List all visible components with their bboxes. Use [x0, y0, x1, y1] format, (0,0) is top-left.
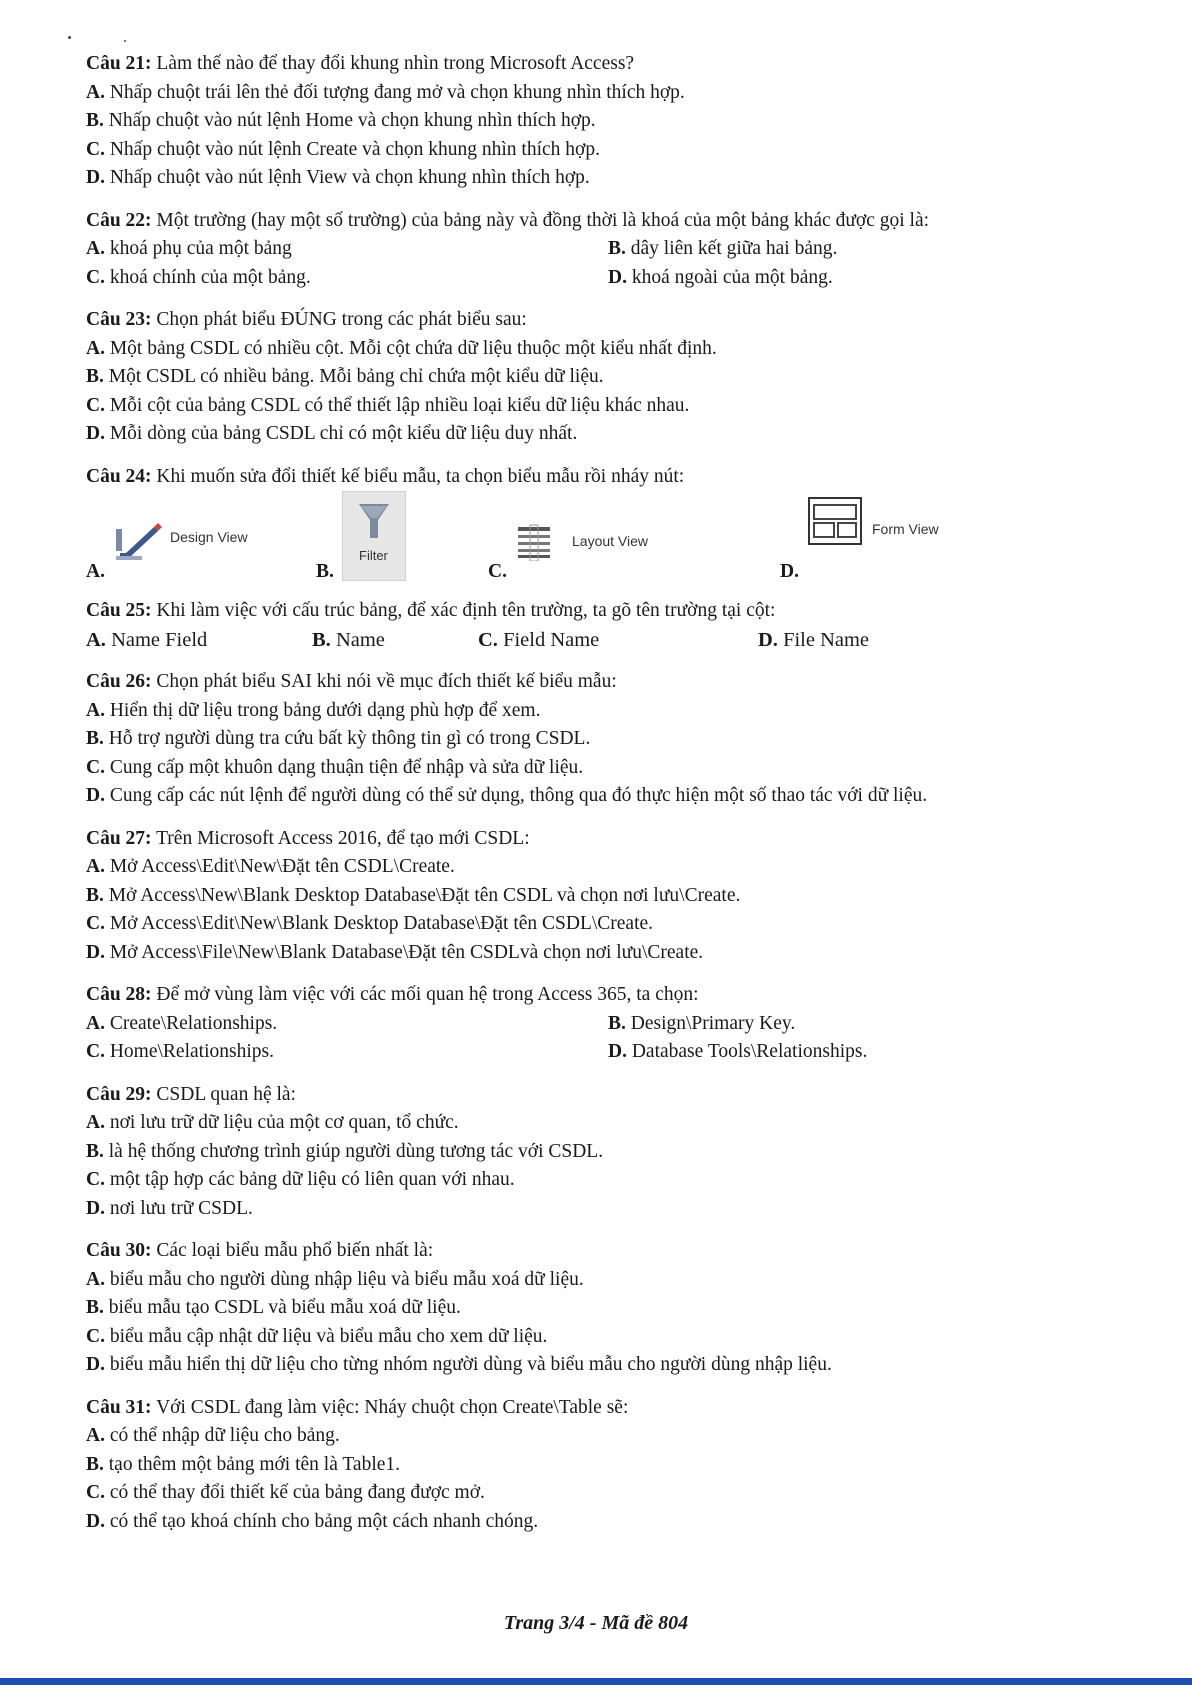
- option-d: D. Database Tools\Relationships.: [608, 1041, 868, 1062]
- option-a: A. Hiển thị dữ liệu trong bảng dưới dạng phù hợp để xem.: [86, 699, 541, 721]
- question-26: [86, 668, 1116, 811]
- option-b: B. Hỗ trợ người dùng tra cứu bất kỳ thông tin gì có trong CSDL.: [86, 728, 591, 749]
- question-label: Câu 29:: [86, 1083, 152, 1105]
- option-b: B. Một CSDL có nhiều bảng. Mỗi bảng chỉ chứa một kiểu dữ liệu.: [86, 366, 604, 387]
- question-text: Các loại biểu mẫu phổ biến nhất là:: [151, 1240, 434, 1261]
- option-a: A. Create\Relationships.: [86, 1012, 278, 1034]
- option-c: C. Mỗi cột của bảng CSDL có thể thiết lập nhiều loại kiểu dữ liệu khác nhau.: [86, 394, 690, 416]
- option-c: C. một tập hợp các bảng dữ liệu có liên quan với nhau.: [86, 1169, 515, 1190]
- filter-caption: Filter: [359, 548, 388, 563]
- option-c: C. Cung cấp một khuôn dạng thuận tiện để nhập và sửa dữ liệu.: [86, 756, 584, 778]
- option-d: D. Mỗi dòng của bảng CSDL chỉ có một kiểu dữ liệu duy nhất.: [86, 423, 578, 444]
- question-label: Câu 27:: [86, 827, 152, 849]
- question-28: [86, 981, 1116, 1067]
- question-text: Chọn phát biểu SAI khi nói về mục đích thiết kế biểu mẫu:: [151, 671, 617, 692]
- question-27: [86, 825, 1116, 968]
- question-text: Làm thế nào để thay đổi khung nhìn trong Microsoft Access?: [151, 53, 635, 74]
- question-text: Để mở vùng làm việc với các mối quan hệ trong Access 365, ta chọn:: [151, 984, 699, 1005]
- question-text: Khi làm việc với cấu trúc bảng, để xác định tên trường, ta gõ tên trường tại cột:: [151, 600, 776, 621]
- question-text: Chọn phát biểu ĐÚNG trong các phát biểu sau:: [151, 309, 527, 330]
- option-d: D. nơi lưu trữ CSDL.: [86, 1197, 253, 1219]
- option-a: A. khoá phụ của một bảng: [86, 238, 292, 259]
- question-text: CSDL quan hệ là:: [151, 1083, 296, 1105]
- form-view-icon: [808, 497, 864, 553]
- option-d: D. Mở Access\File\New\Blank Database\Đặt tên CSDLvà chọn nơi lưu\Create.: [86, 941, 704, 963]
- form-view-caption: Form View: [872, 521, 939, 537]
- option-a-key: A.: [86, 561, 105, 582]
- option-a: A. Mở Access\Edit\New\Đặt tên CSDL\Create.: [86, 856, 455, 877]
- option-b: B. dây liên kết giữa hai bảng.: [608, 238, 838, 259]
- option-c: C. Home\Relationships.: [86, 1041, 274, 1062]
- question-label: Câu 30:: [86, 1240, 152, 1261]
- option-b: B. Name: [312, 628, 385, 651]
- option-c: C. Mở Access\Edit\New\Blank Desktop Database\Đặt tên CSDL\Create.: [86, 913, 654, 934]
- option-a: A. nơi lưu trữ dữ liệu của một cơ quan, tổ chức.: [86, 1112, 459, 1133]
- exam-page: [86, 50, 1116, 1550]
- question-text: Trên Microsoft Access 2016, để tạo mới CSDL:: [151, 827, 530, 849]
- scan-speck: [124, 40, 126, 42]
- option-a: A. biểu mẫu cho người dùng nhập liệu và biểu mẫu xoá dữ liệu.: [86, 1268, 584, 1290]
- question-22: [86, 207, 1116, 293]
- option-b: B. tạo thêm một bảng mới tên là Table1.: [86, 1453, 401, 1475]
- question-text: Khi muốn sửa đổi thiết kế biểu mẫu, ta chọn biểu mẫu rồi nháy nút:: [151, 465, 685, 487]
- option-b: B. Mở Access\New\Blank Desktop Database\Đặt tên CSDL và chọn nơi lưu\Create.: [86, 884, 741, 906]
- design-view-icon: [114, 523, 162, 569]
- question-24: [86, 463, 1116, 584]
- filter-icon: [342, 491, 406, 581]
- question-text: Một trường (hay một số trường) của bảng này và đồng thời là khoá của một bảng khác được gọi là:: [151, 209, 930, 231]
- option-d-key: D.: [780, 561, 799, 582]
- option-c: C. Nhấp chuột vào nút lệnh Create và chọn khung nhìn thích hợp.: [86, 138, 600, 160]
- question-25: [86, 597, 1116, 654]
- question-30: [86, 1237, 1116, 1380]
- question-label: Câu 22:: [86, 209, 152, 231]
- option-a: A. có thể nhập dữ liệu cho bảng.: [86, 1425, 340, 1446]
- option-b-key: B.: [316, 561, 334, 582]
- question-label: Câu 23:: [86, 309, 152, 330]
- option-c: C. khoá chính của một bảng.: [86, 266, 311, 288]
- scan-speck: [68, 36, 71, 39]
- option-a: A. Name Field: [86, 628, 208, 651]
- option-b: B. biểu mẫu tạo CSDL và biểu mẫu xoá dữ liệu.: [86, 1297, 461, 1318]
- icon-options: [86, 491, 1116, 583]
- option-c: C. biểu mẫu cập nhật dữ liệu và biểu mẫu cho xem dữ liệu.: [86, 1325, 548, 1347]
- question-23: [86, 306, 1116, 449]
- question-text: Với CSDL đang làm việc: Nháy chuột chọn Create\Table sẽ:: [151, 1396, 629, 1418]
- option-c: C. có thể thay đổi thiết kế của bảng đang được mở.: [86, 1482, 485, 1503]
- option-d: D. Nhấp chuột vào nút lệnh View và chọn khung nhìn thích hợp.: [86, 167, 590, 188]
- option-d: D. Cung cấp các nút lệnh để người dùng có thể sử dụng, thông qua đó thực hiện một số thao tác với dữ liệu.: [86, 785, 928, 806]
- question-label: Câu 24:: [86, 465, 152, 487]
- option-d: D. khoá ngoài của một bảng.: [608, 266, 833, 288]
- option-d: D. biểu mẫu hiển thị dữ liệu cho từng nhóm người dùng và biểu mẫu cho người dùng nhập liệu.: [86, 1354, 832, 1375]
- option-b: B. là hệ thống chương trình giúp người dùng tương tác với CSDL.: [86, 1140, 604, 1162]
- option-b: B. Nhấp chuột vào nút lệnh Home và chọn khung nhìn thích hợp.: [86, 110, 596, 131]
- option-d: D. File Name: [758, 628, 870, 651]
- design-view-caption: Design View: [170, 529, 248, 545]
- bottom-rule: [0, 1678, 1192, 1685]
- layout-view-caption: Layout View: [572, 533, 649, 549]
- question-21: [86, 50, 1116, 193]
- layout-view-icon: [516, 523, 556, 567]
- question-label: Câu 26:: [86, 671, 152, 692]
- question-label: Câu 31:: [86, 1396, 152, 1418]
- option-d: D. có thể tạo khoá chính cho bảng một cách nhanh chóng.: [86, 1510, 539, 1532]
- option-a: A. Nhấp chuột trái lên thẻ đối tượng đang mở và chọn khung nhìn thích hợp.: [86, 81, 685, 103]
- option-c: C. Field Name: [478, 628, 600, 651]
- option-c-key: C.: [488, 561, 507, 582]
- page-footer: Trang 3/4 - Mã đề 804: [503, 1612, 689, 1634]
- option-b: B. Design\Primary Key.: [608, 1012, 796, 1034]
- question-29: [86, 1081, 1116, 1224]
- question-31: [86, 1394, 1116, 1537]
- question-label: Câu 25:: [86, 600, 152, 621]
- question-label: Câu 21:: [86, 53, 152, 74]
- option-a: A. Một bảng CSDL có nhiều cột. Mỗi cột chứa dữ liệu thuộc một kiểu nhất định.: [86, 337, 717, 359]
- question-label: Câu 28:: [86, 984, 152, 1005]
